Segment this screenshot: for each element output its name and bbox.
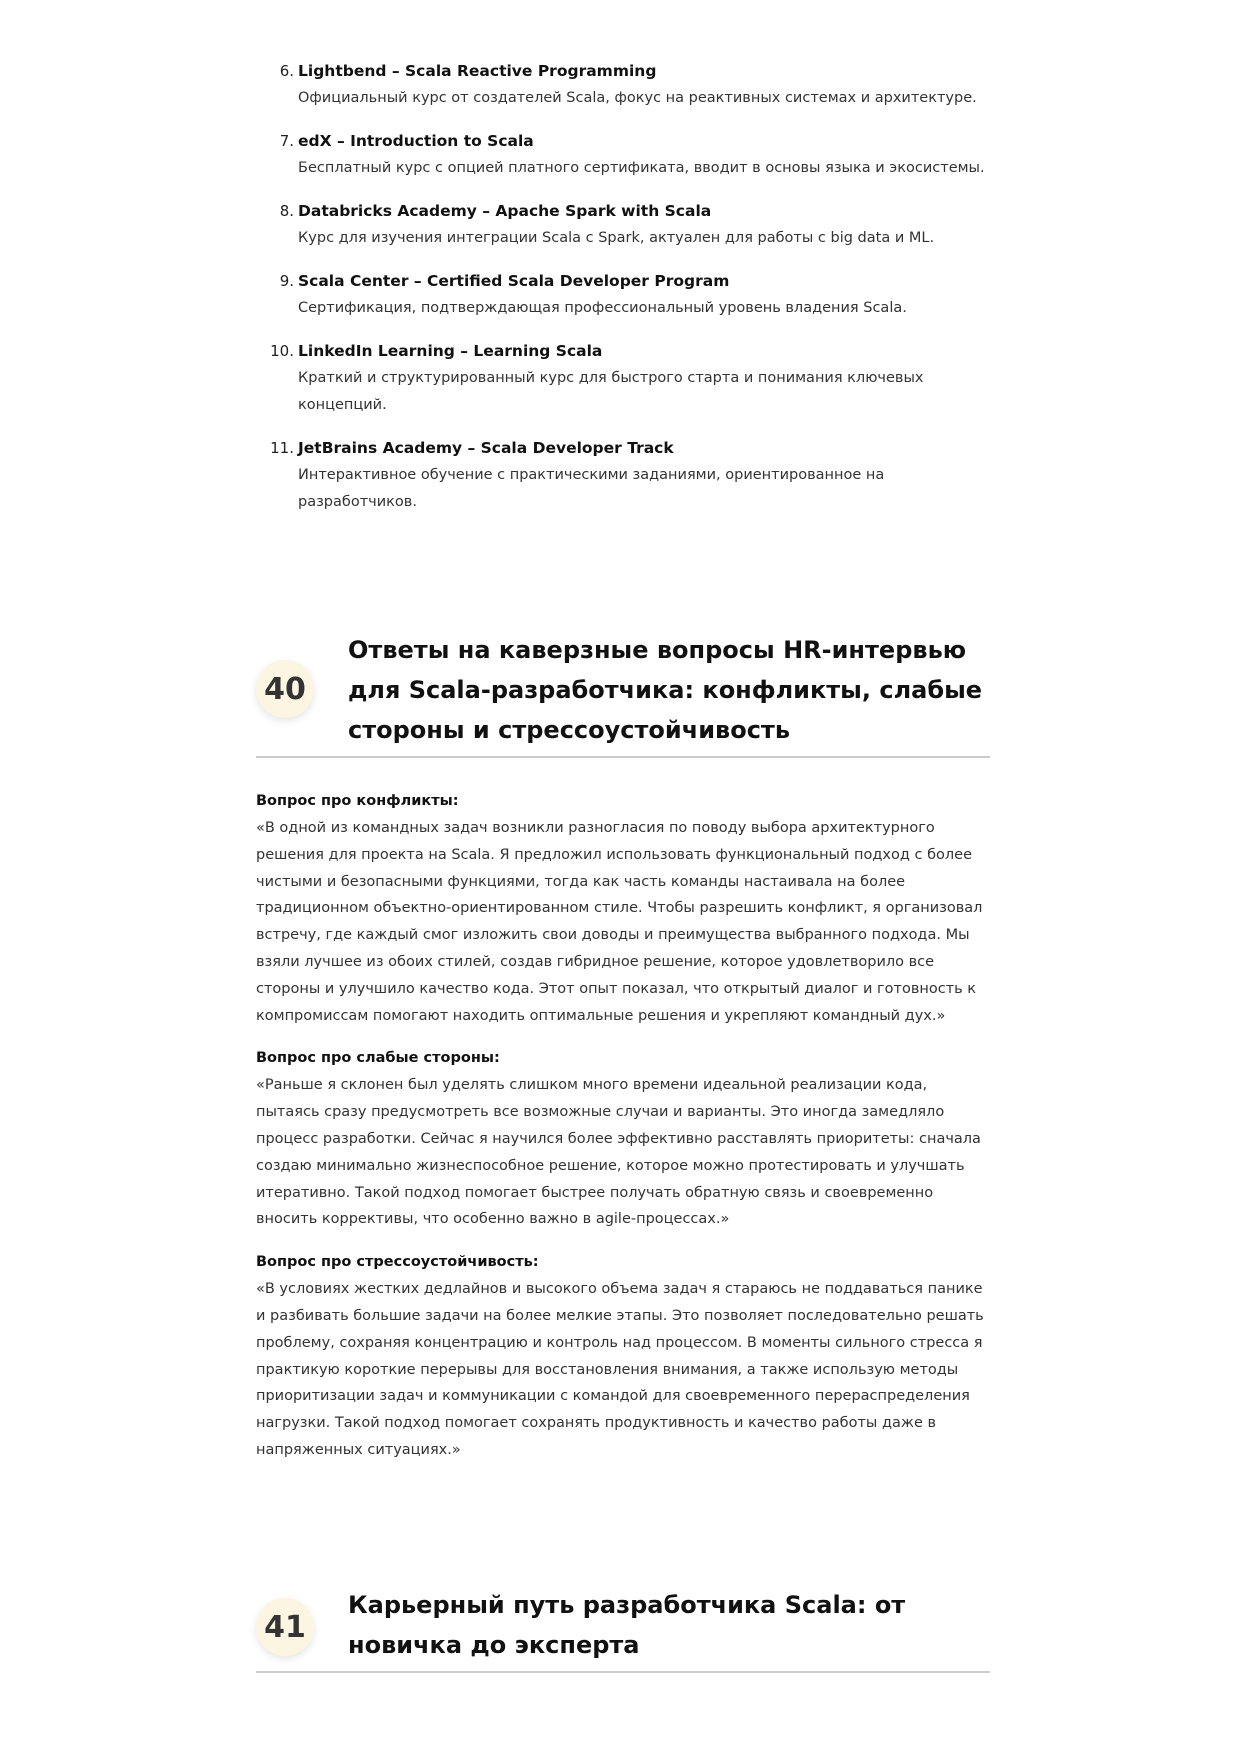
qa-list	[256, 788, 990, 1464]
list-number: 10.	[270, 342, 294, 360]
question-label: Вопрос про конфликты:	[256, 793, 459, 809]
list-number: 6.	[279, 62, 294, 80]
course-description: Интерактивное обучение с практическими заданиями, ориентированное на разработчиков.	[298, 467, 885, 510]
course-description: Бесплатный курс с опцией платного сертификата, вводит в основы языка и экосистемы.	[298, 160, 985, 176]
list-number: 8.	[279, 202, 294, 220]
course-description: Курс для изучения интеграции Scala с Spark, актуален для работы с big data и ML.	[298, 230, 935, 246]
question-label: Вопрос про стрессоустойчивость:	[256, 1254, 539, 1271]
qa-item	[256, 1249, 990, 1464]
list-number: 9.	[279, 272, 294, 290]
list-item	[256, 268, 990, 322]
qa-item	[256, 1045, 990, 1233]
answer-text: «В условиях жестких дедлайнов и высокого объема задач я стараюсь не поддаваться панике и разбивать большие задачи на более мелкие этапы. Это позволяет последовательно решать проблему, сохраняя концентрацию и контроль над процессом. В моменты сильного стресса я практикую короткие перерывы для восстановления внимания, а также использую методы приоритизации задач и коммуникации с командой для своевременного перераспределения нагрузки. Такой подход помогает сохранять продуктивность и качество работы даже в напряженных ситуациях.»	[256, 1281, 984, 1458]
list-item	[256, 435, 990, 516]
course-title: JetBrains Academy – Scala Developer Track	[298, 439, 674, 457]
answer-text: «В одной из командных задач возникли разногласия по поводу выбора архитектурного решения для проекта на Scala. Я предложил использовать функциональный подход с более чистыми и безопасными функциями, тогда как часть команды настаивала на более традиционном объектно-ориентированном стиле. Чтобы разрешить конфликт, я организовал встречу, где каждый смог изложить свои доводы и преимущества выбранного подхода. Мы взяли лучшее из обоих стилей, создав гибридное решение, которое удовлетворило все стороны и улучшило качество кода. Этот опыт показал, что открытый диалог и готовность к компромиссам помогают находить оптимальные решения и укрепляют командный дух.»	[256, 820, 983, 1024]
question-label: Вопрос про слабые стороны:	[256, 1050, 500, 1067]
course-title: Databricks Academy – Apache Spark with Scala	[298, 202, 712, 220]
list-number: 11.	[270, 439, 294, 457]
course-title: Lightbend – Scala Reactive Programming	[298, 62, 657, 80]
course-description: Официальный курс от создателей Scala, фокус на реактивных системах и архитектуре.	[298, 90, 977, 106]
section-40	[256, 630, 990, 1480]
section-title: Ответы на каверзные вопросы HR-интервью для Scala-разработчика: конфликты, слабые стороны и стрессоустойчивость	[348, 636, 983, 744]
course-description: Краткий и структурированный курс для быстрого старта и понимания ключевых концепций.	[298, 370, 924, 413]
list-item	[256, 198, 990, 252]
list-number: 7.	[279, 132, 294, 150]
section-41	[256, 1585, 990, 1673]
section-number-badge: 41	[256, 1598, 314, 1656]
answer-text: «Раньше я склонен был уделять слишком много времени идеальной реализации кода, пытаясь сразу предусмотреть все возможные случаи и варианты. Это иногда замедляло процесс разработки. Сейчас я научился более эффективно расставлять приоритеты: сначала создаю минимально жизнеспособное решение, которое можно протестировать и улучшать итеративно. Такой подход помогает быстрее получать обратную связь и своевременно вносить коррективы, что особенно важно в agile-процессах.»	[256, 1077, 981, 1228]
course-description: Сертификация, подтверждающая профессиональный уровень владения Scala.	[298, 300, 907, 316]
course-list	[256, 58, 990, 532]
section-header	[256, 630, 990, 758]
section-number-badge: 40	[256, 660, 314, 718]
list-item	[256, 58, 990, 112]
section-title: Карьерный путь разработчика Scala: от новичка до эксперта	[348, 1591, 906, 1659]
qa-item	[256, 788, 990, 1029]
course-title: edX – Introduction to Scala	[298, 132, 534, 150]
list-item	[256, 128, 990, 182]
list-item	[256, 338, 990, 419]
section-header	[256, 1585, 990, 1673]
course-title: LinkedIn Learning – Learning Scala	[298, 342, 603, 360]
course-title: Scala Center – Certified Scala Developer Program	[298, 272, 730, 290]
